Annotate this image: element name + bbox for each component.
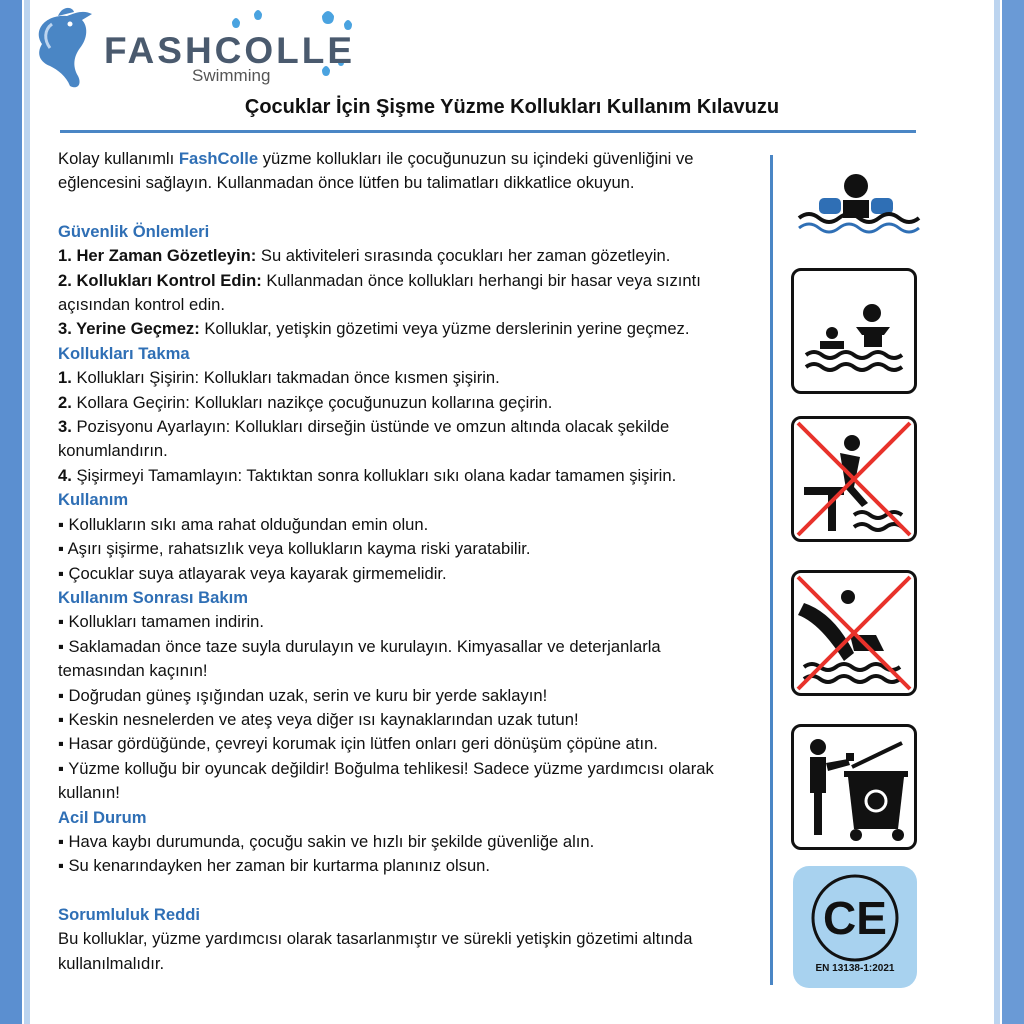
ce-mark-text: CE: [823, 892, 887, 944]
intro-brand-name: FashColle: [178, 149, 259, 168]
list-item: ▪ Hava kaybı durumunda, çocuğu sakin ve hızlı bir şekilde güvenliğe alın.: [58, 831, 595, 851]
child-with-armbands-icon: [791, 170, 921, 234]
section-heading-usage: Kullanım: [58, 490, 129, 510]
ce-standard-code: EN 13138-1:2021: [815, 963, 895, 974]
left-border-stripe: [0, 0, 22, 1024]
title-divider: [60, 130, 916, 133]
no-sliding-icon: [794, 573, 914, 693]
section-heading-disclaimer: Sorumluluk Reddi: [58, 904, 200, 924]
ce-certification-badge: [793, 866, 917, 988]
instructions-body: [58, 147, 748, 976]
list-item: 1. Kollukları Şişirin: Kollukları takmadan önce kısmen şişirin.: [58, 368, 500, 388]
page-title: Çocuklar İçin Şişme Yüzme Kollukları Kullanım Kılavuzu: [244, 96, 780, 118]
list-item: 4. Şişirmeyi Tamamlayın: Taktıktan sonra kollukları sıkı olana kadar tamamen şişirin.: [58, 465, 677, 485]
section-heading-safety: Güvenlik Önlemleri: [58, 221, 210, 241]
supervised-swimming-sign: [791, 268, 917, 394]
no-sliding-sign: [791, 570, 917, 696]
child-with-adult-in-water-icon: [794, 271, 914, 391]
intro-text-start: Kolay kullanımlı: [58, 149, 179, 168]
list-item: 2. Kollukları Kontrol Edin: Kullanmadan önce kollukları herhangi bir hasar veya sızıntı açısından kontrol edin.: [58, 270, 701, 315]
list-item: 3. Yerine Geçmez: Kolluklar, yetişkin gözetimi veya yüzme derslerinin yerine geçmez.: [58, 319, 690, 339]
intro-text-end: yüzme kollukları ile çocuğunuzun su içindeki güvenliğini ve eğlencesini sağlayın. Kullanmadan önce lütfen bu talimatları dikkatlice okuyun.: [58, 149, 694, 193]
intro-paragraph: [58, 147, 748, 196]
column-divider: [770, 155, 773, 985]
list-item: ▪ Kollukları tamamen indirin.: [58, 612, 265, 632]
dispose-in-bin-icon: [794, 727, 914, 847]
brand-logo: [22, 4, 362, 96]
dispose-in-bin-sign: [791, 724, 917, 850]
list-item: ▪ Çocuklar suya atlayarak veya kayarak girmemelidir.: [58, 563, 447, 583]
list-item: ▪ Aşırı şişirme, rahatsızlık veya kollukların kayma riski yaratabilir.: [58, 539, 531, 559]
section-heading-emergency: Acil Durum: [58, 807, 147, 827]
section-heading-care: Kullanım Sonrası Bakım: [58, 587, 248, 607]
list-item: ▪ Saklamadan önce taze suyla durulayın ve kurulayın. Kimyasallar ve deterjanlarla temasından kaçının!: [58, 636, 661, 681]
right-border-stripe: [1002, 0, 1024, 1024]
list-item: ▪ Kollukların sıkı ama rahat olduğundan emin olun.: [58, 514, 429, 534]
brand-subtitle: Swimming: [192, 66, 271, 85]
list-item: ▪ Yüzme kolluğu bir oyuncak değildir! Boğulma tehlikesi! Sadece yüzme yardımcısı olarak kullanın!: [58, 758, 714, 803]
disclaimer-text: Bu kolluklar, yüzme yardımcısı olarak tasarlanmıştır ve sürekli yetişkin gözetimi altında kullanılmalıdır.: [58, 929, 693, 973]
list-item: 3. Pozisyonu Ayarlayın: Kollukları dirseğin üstünde ve omzun altında olacak şekilde konumlandırın.: [58, 417, 670, 461]
list-item: ▪ Su kenarındayken her zaman bir kurtarma planınız olsun.: [58, 856, 491, 876]
section-heading-wearing: Kollukları Takma: [58, 343, 190, 363]
list-item: ▪ Doğrudan güneş ışığından uzak, serin ve kuru bir yerde saklayın!: [58, 685, 548, 705]
no-jumping-sign: [791, 416, 917, 542]
list-item: ▪ Hasar gördüğünde, çevreyi korumak için lütfen onları geri dönüşüm çöpüne atın.: [58, 734, 658, 754]
brand-name: FASHCOLLE: [104, 30, 356, 71]
list-item: ▪ Keskin nesnelerden ve ateş veya diğer ısı kaynaklarından uzak tutun!: [58, 709, 579, 729]
list-item: 2. Kollara Geçirin: Kollukları nazikçe çocuğunuzun kollarına geçirin.: [58, 392, 553, 412]
list-item: 1. Her Zaman Gözetleyin: Su aktiviteleri sırasında çocukları her zaman gözetleyin.: [58, 246, 671, 266]
no-jumping-icon: [794, 419, 914, 539]
ce-mark-icon: [793, 866, 917, 962]
